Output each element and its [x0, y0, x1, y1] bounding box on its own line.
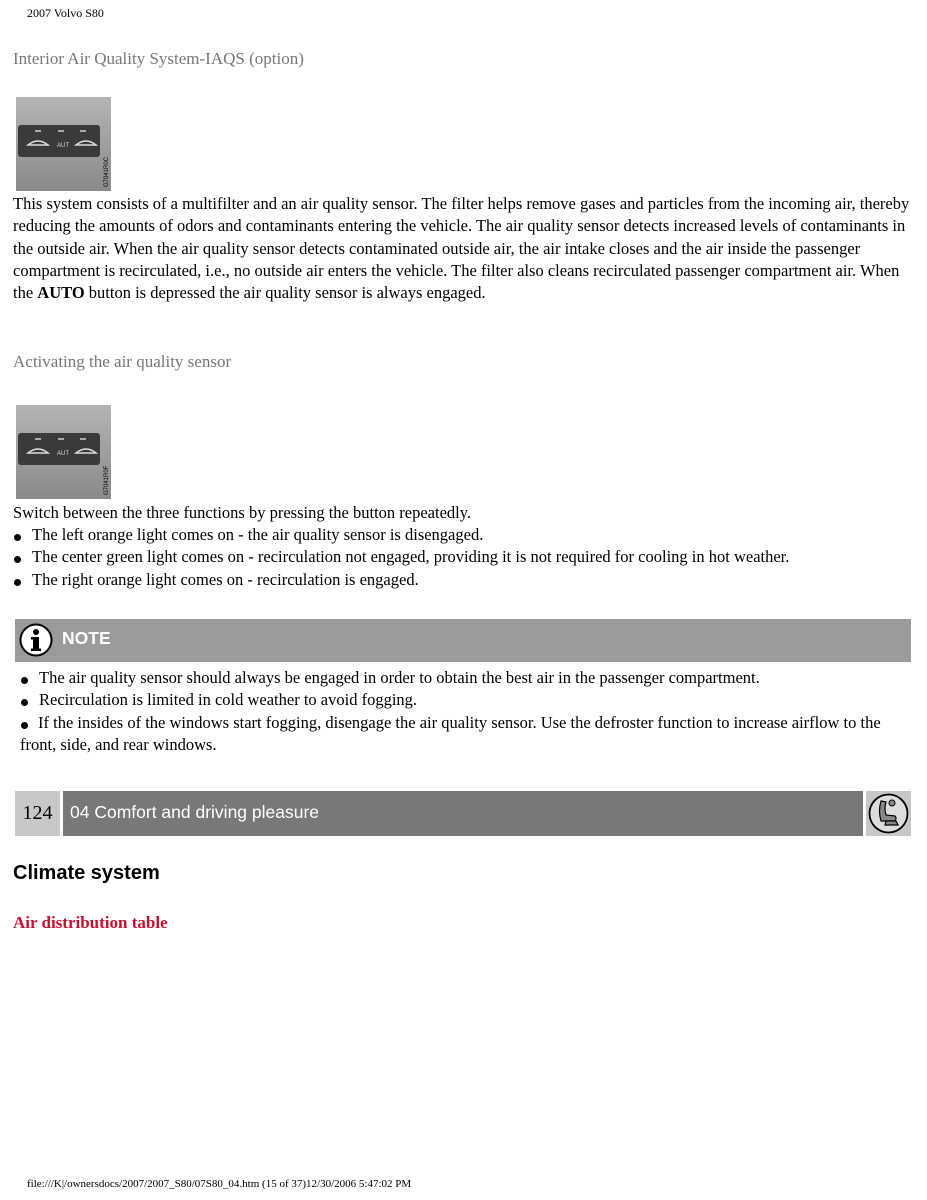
- activating-heading: Activating the air quality sensor: [13, 352, 232, 371]
- list-item: If the insides of the windows start fogging, disengage the air quality sensor. Use the defroster function to increase airflow to the front, side, and rear windows.: [20, 712, 881, 754]
- list-item: Recirculation is limited in cold weather to avoid fogging.: [20, 689, 910, 711]
- note-bullet-list: [20, 667, 910, 756]
- sub-title: Air distribution table: [13, 913, 168, 932]
- bullet-icon: [21, 677, 28, 684]
- activating-intro: Switch between the three functions by pressing the button repeatedly.: [13, 503, 472, 522]
- iaqs-description: This system consists of a multifilter and an air quality sensor. The filter helps remove gases and particles from the incoming air, thereby reducing the amounts of odors and contaminants entering the vehicle. The air quality sensor detects increased levels of contaminants in the outside air. When the air quality sensor detects contaminated outside air, the air intake closes and the air inside the passenger compartment is recirculated, i.e., no outside air enters the vehicle. The filter also cleans recirculated passenger compartment air. When the AUTO button is depressed the air quality sensor is always engaged.: [13, 194, 910, 303]
- chapter-icon-box[interactable]: [866, 791, 911, 836]
- bullet-icon: [14, 556, 21, 563]
- list-item: The left orange light comes on - the air quality sensor is disengaged.: [13, 524, 913, 546]
- file-path-footer: file:///K|/ownersdocs/2007/2007_S80/07S80_04.htm (15 of 37)12/30/2006 5:47:02 PM: [27, 1178, 412, 1190]
- document-header: 2007 Volvo S80: [27, 6, 104, 20]
- chapter-bar: [15, 791, 911, 836]
- bullet-icon: [14, 534, 21, 541]
- svg-text:AUT: AUT: [57, 451, 69, 457]
- list-item: The air quality sensor should always be engaged in order to obtain the best air in the passenger compartment.: [20, 667, 910, 689]
- bullet-icon: [21, 699, 28, 706]
- chapter-title-box: [63, 791, 863, 836]
- list-item: The right orange light comes on - recirculation is engaged.: [13, 569, 913, 591]
- iaqs-heading: Interior Air Quality System-IAQS (option): [13, 49, 304, 68]
- bullet-icon: [14, 579, 21, 586]
- climate-button-image: [16, 405, 111, 499]
- chapter-title: 04 Comfort and driving pleasure: [70, 802, 320, 822]
- list-item: The center green light comes on - recirculation not engaged, providing it is not required for cooling in hot weather.: [13, 546, 913, 568]
- climate-button-image: [16, 97, 111, 191]
- page-number: 124: [15, 791, 60, 836]
- note-banner: [15, 619, 911, 662]
- activating-bullet-list: [13, 524, 913, 591]
- bullet-icon: [21, 722, 28, 729]
- seat-icon: [866, 791, 911, 836]
- svg-text:G7041R0F: G7041R0F: [104, 465, 110, 495]
- svg-text:AUT: AUT: [57, 143, 69, 149]
- info-icon: [19, 623, 53, 657]
- section-title: Climate system: [13, 862, 160, 884]
- svg-text:G7041R0C: G7041R0C: [104, 156, 110, 187]
- note-label: NOTE: [62, 628, 111, 648]
